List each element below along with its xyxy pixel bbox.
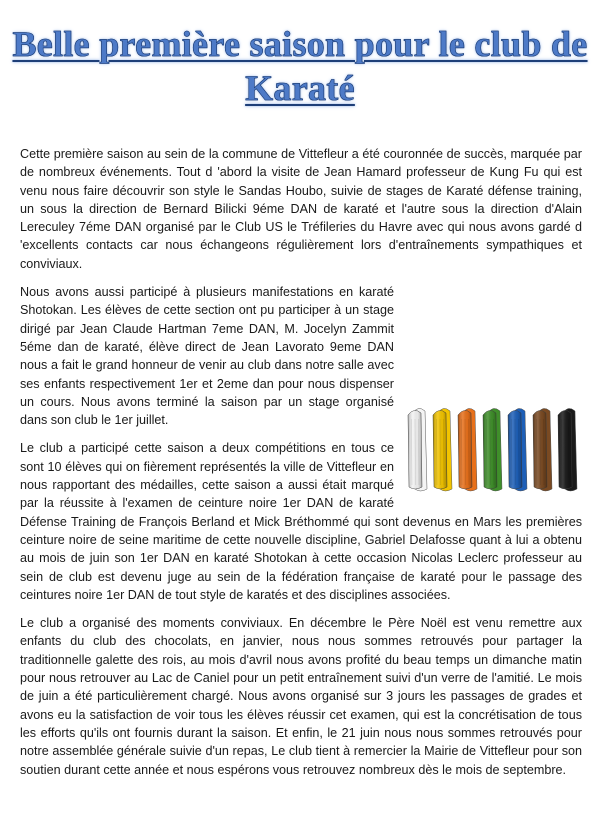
figure-belts (404, 403, 582, 495)
belt-3 (483, 409, 502, 492)
paragraph-1: Cette première saison au sein de la commune de Vittefleur a été couronnée de succès, marquée par de nombreux événements. Tout d 'abord la visite de Jean Hamard professeur de Kung Fu qui est venu nous faire découvrir son style le Sandas Houbo, suivie de stages de Karaté défense training, un sous la direction de Bernard Bilicki 9éme DAN de karaté et l'autre sous la direction d'Alain Lereculey 7éme DAN organisé par le Club US le Tréfileries du Havre avec qui nous avons gardé d 'excellents contacts car nous échangeons régulièrement lors d'entraînements sympathiques et conviviaux. (20, 147, 582, 271)
karate-belts-icon (404, 403, 582, 495)
belt-5 (533, 409, 552, 492)
belt-1 (433, 409, 452, 492)
belt-2 (458, 409, 477, 492)
paragraph-2-text: Nous avons aussi participé à plusieurs manifestations en karaté Shotokan. Les élèves de cette section ont pu participer à un stage dirigé par Jean Claude Hartman 7eme DAN, M. Jocelyn Zammit 5éme dan de karaté, élève direct de Jean Lavorato 9eme DAN nous a fait le grand honneur de venir au club dans notre salle avec ses enfants respectivement 1er et 2eme dan pour nous dispenser un cours. Nous avons terminé la saison par un stage organisé dans son club le 1er juillet. (20, 285, 394, 428)
paragraph-3: Le club a participé cette saison a deux compétitions en tous ce sont 10 élèves qui on fièrement représentés la ville de Vittefleur en nous rapportant des médailles, cette saison a aussi était marqué par la réussite à l'examen de ceinture noire 1er DAN de karaté Défense Training de François Berland et Mick Bréthommé qui sont devenus en Mars les premières ceinture noire de seine maritime de cette nouvelle discipline, Gabriel Delafosse quant à lui a obtenu au mois de juin son 1er DAN en karaté Shotokan à cette occasion Nicolas Leclerc professeur au sein de club est devenu juge au sein de la fédération française de karaté pour le passage des ceintures noire 1er DAN de tout style de karatés et des disciplines associées. (20, 441, 582, 602)
belt-4 (508, 409, 527, 492)
title-line-1: Belle première saison pour le club de (12, 24, 588, 64)
paragraph-4: Le club a organisé des moments conviviaux. En décembre le Père Noël est venu remettre aux enfants du club des chocolats, en janvier, nous nous sommes retrouvés pour partager la traditionnelle galette des rois, au mois d'avril nous avons profité du beau temps un dimanche matin pour nous retrouver au Lac de Caniel pour un petit entraînement suivi d'un verre de l'amitié. Le mois de juin a été particulièrement chargé. Nous avons organisé sur 3 jours les passages de grades et avons eu la satisfaction de voir tous les élèves réussir cet examen, qui est la concrétisation de tous les efforts qu'ils ont fournis durant la saison. Et enfin, le 21 juin nous nous sommes retrouvés pour notre assemblée générale suivie d'un repas, Le club tient à remercier la Mairie de Vittefleur pour son soutien durant cette année et nous espérons vous retrouvez nombreux dès le mois de septembre. (20, 616, 582, 777)
belt-6 (558, 409, 577, 492)
title-line-2: Karaté (245, 68, 355, 108)
paragraph-2 (20, 283, 582, 429)
belt-0 (408, 409, 427, 492)
article-title (0, 22, 600, 110)
article-body (20, 145, 582, 789)
